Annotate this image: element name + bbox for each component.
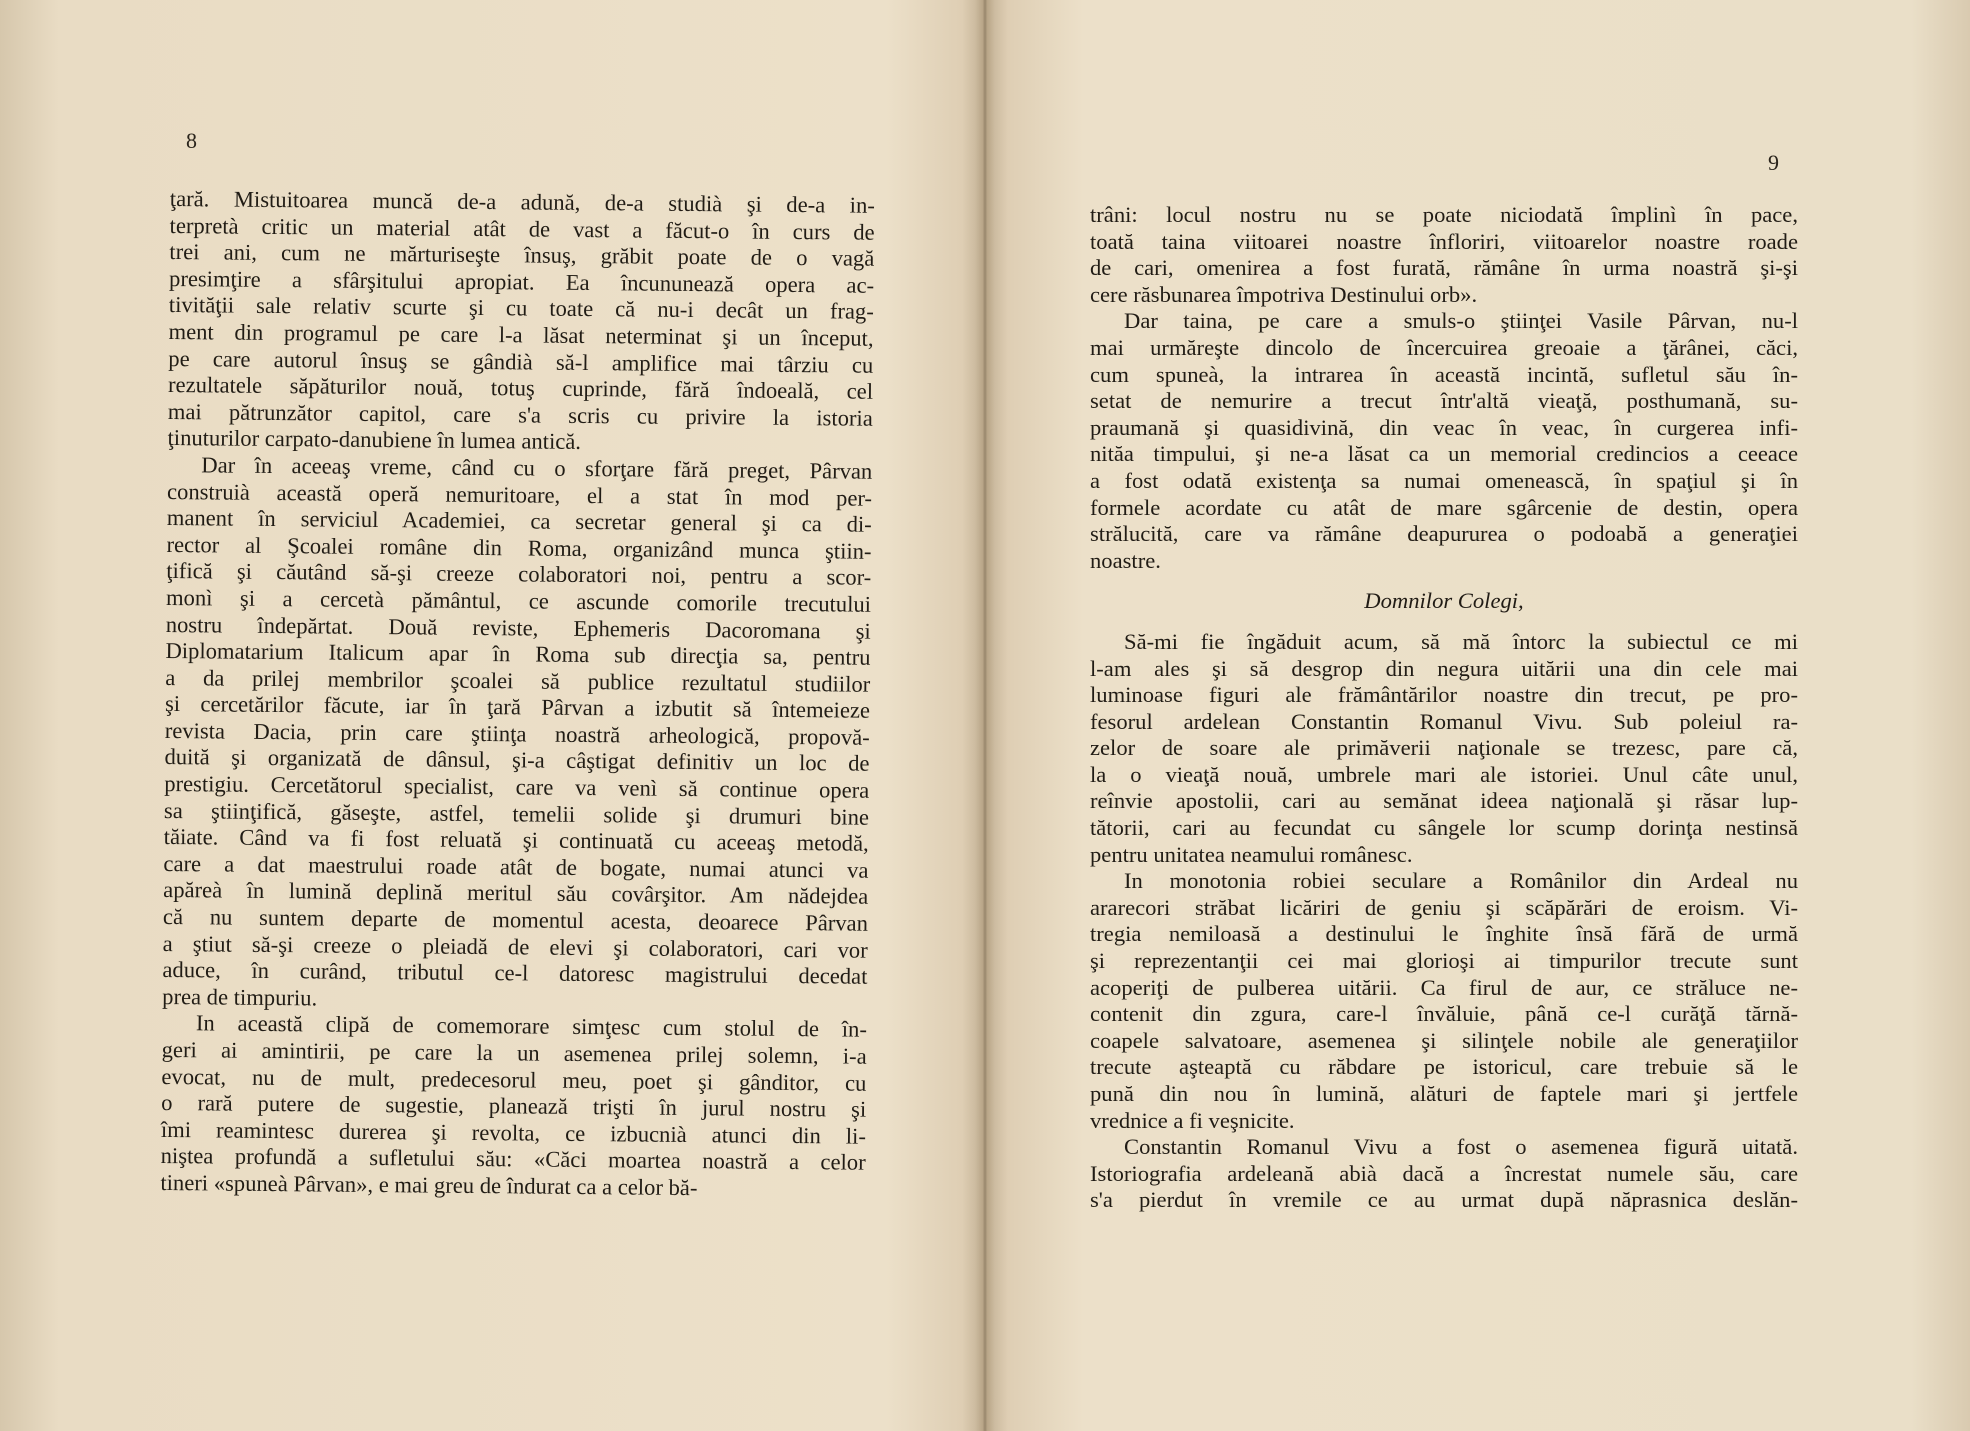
text-line: Să-mi fie îngăduit acum, să mă întorc la subiectul ce mi xyxy=(1124,628,1798,654)
text-line: la o vieaţă nouă, umbrele mari ale istoriei. Unul câte unul, xyxy=(1090,761,1798,787)
text-line: care a dat maestrului roade atât de bogate, numai atunci va xyxy=(163,850,869,883)
section-heading: Domnilor Colegi, xyxy=(1364,588,1524,614)
text-line: că nu suntem departe de momentul acesta, deoarece Pârvan xyxy=(162,903,869,936)
text-line: geri ai amintirii, pe care la un asemenea prilej solemn, i-a xyxy=(161,1036,867,1069)
text-line: Constantin Romanul Vivu a fost o asemenea figură uitată. xyxy=(1124,1134,1798,1160)
text-line: tregia nemiloasă a destinului le înghite însă fără de urmă xyxy=(1090,921,1798,947)
text-line: presimţire a sfârşitului apropiat. Ea încununează opera ac- xyxy=(168,265,875,298)
text-line: Istoriografia ardeleană abià dacă a încrestat numele său, care xyxy=(1090,1160,1798,1186)
right-page-text xyxy=(1090,202,1798,1214)
text-line: tineri «spuneà Pârvan», e mai greu de îndurat ca a celor bă- xyxy=(160,1169,698,1201)
text-line: niştea profundă a sufletului său: «Căci moartea noastră a celor xyxy=(160,1143,866,1176)
text-line: Diplomatarium Italicum apar în Roma sub direcţia sa, pentru xyxy=(165,638,871,670)
text-line: de cari, omenirea a fost furată, rămâne în urma noastră şi-şi xyxy=(1090,255,1798,281)
text-line: setat de nemurire a trecut într'altă vieaţă, posthumană, su- xyxy=(1090,388,1798,414)
text-line: s'a pierdut în vremile ce au urmat după năprasnica deslăn- xyxy=(1090,1187,1798,1213)
text-line: acoperiţi de pulberea uitării. Ca firul de aur, ce străluce ne- xyxy=(1090,974,1798,1000)
text-line: şi reprezentanţii cei mai glorioşi ai timpurilor trecute sunt xyxy=(1090,948,1798,974)
text-line: revista Dacia, prin care ştiinţa noastră arheologică, propovă- xyxy=(164,717,870,750)
text-line: pună din nou în lumină, alături de faptele mari şi jertfele xyxy=(1090,1081,1798,1106)
text-line: terpretà critic un material atât de vast a făcut-o în curs de xyxy=(169,212,875,245)
text-line: mai urmăreşte dincolo de încercuirea greoaie a ţărânei, căci, xyxy=(1090,334,1798,360)
text-line: a da prilej membrilor şcoalei să publice rezultatul studiilor xyxy=(165,664,871,697)
text-line: îmi reamintesc durerea şi revolta, ce izbucnià atunci din li- xyxy=(160,1116,867,1149)
text-line: In această clipă de comemorare simţesc cum stolul de în- xyxy=(195,1010,868,1043)
text-line: ţinuturilor carpato-danubiene în lumea antică. xyxy=(167,425,582,455)
text-line: vrednice a fi veşnicite. xyxy=(1090,1107,1295,1133)
text-line: manent în serviciul Academiei, ca secretar general şi ca di- xyxy=(166,505,872,537)
text-line: monì şi a cercetà pământul, ce ascunde comorile trecutului xyxy=(165,584,872,617)
text-line: ţară. Mistuitoarea muncă de-a adună, de-a studià şi de-a in- xyxy=(169,186,875,218)
text-line: o rară putere de sugestie, planează trişti în jurul nostru şi xyxy=(161,1090,867,1122)
text-line: trâni: locul nostru nu se poate niciodată împlinì în pace, xyxy=(1090,202,1798,227)
text-line: Dar taina, pe care a smuls-o ştiinţei Vasile Pârvan, nu-l xyxy=(1124,308,1798,334)
text-line: a fost odată existenţa sa numai omenească, în spaţiul şi în xyxy=(1090,467,1798,493)
page-number: 8 xyxy=(186,128,197,153)
text-line: formele acordate cu atât de mare sgârcenie de destin, opera xyxy=(1090,494,1798,520)
text-line: apăreà în lumină deplină meritul său covârşitor. Am nădejdea xyxy=(163,877,869,910)
left-page-text xyxy=(160,186,875,1203)
text-line: pentru unitatea neamului românesc. xyxy=(1090,841,1413,867)
text-line: tătorii, cari au fecundat cu sângele lor scump dorinţa nestinsă xyxy=(1090,815,1798,841)
text-line: mai pătrunzător capitol, care s'a scris cu privire la istoria xyxy=(167,398,873,431)
text-line: rector al Şcoalei române din Roma, organizând munca ştiin- xyxy=(166,531,872,564)
text-line: fesorul ardelean Constantin Romanul Vivu. Sub poleiul ra- xyxy=(1090,708,1798,734)
text-line: zelor de soare ale primăverii naţionale se trezesc, pare că, xyxy=(1090,735,1798,761)
right-page xyxy=(990,0,1970,1431)
text-line: duită şi organizată de dânsul, şi-a câştigat definitiv un loc de xyxy=(164,744,870,777)
text-line: a ştiut să-şi creeze o pleiadă de elevi şi colaboratori, cari vor xyxy=(162,930,868,963)
text-line: ararecori străbat licăriri de geniu şi scăpărări de eroism. Vi- xyxy=(1090,894,1798,920)
text-line: strălucită, care va rămâne deapururea o podoabă a generaţiei xyxy=(1090,521,1798,547)
text-line: trei ani, cum ne mărturiseşte însuş, grăbit poate de o vagă xyxy=(169,239,875,271)
text-line: rezultatele săpăturilor nouă, totuş cuprinde, fără îndoeală, cel xyxy=(167,372,874,404)
page-number: 9 xyxy=(1768,150,1779,175)
text-line: şi cercetărilor făcute, iar în ţară Pârvan a izbutit să întemeieze xyxy=(164,691,871,724)
text-line: cere răsbunarea împotriva Destinului orb». xyxy=(1090,281,1478,307)
text-line: toată taina viitoarei noastre înfloriri, viitoarelor noastre roade xyxy=(1090,228,1798,254)
text-line: contenit din zgura, care-l învăluie, până ce-l curăţă tărnă- xyxy=(1090,1001,1798,1027)
right-page-paragraphs-before-heading xyxy=(1090,202,1798,574)
text-line: coapele salvatoare, asemenea şi silinţele nobile ale generaţiilor xyxy=(1090,1027,1798,1053)
text-line: tăiate. Când va fi fost reluată şi continuată cu aceeaş metodă, xyxy=(163,824,869,856)
text-line: nostru îndepărtat. Două reviste, Ephemeris Dacoromana şi xyxy=(165,611,871,644)
text-line: prea de timpuriu. xyxy=(162,983,318,1011)
text-line: pe care autorul însuş se gândià să-l amplifice mai târziu cu xyxy=(168,345,874,378)
text-line: ment din programul pe care l-a lăsat neterminat şi un început, xyxy=(168,318,874,351)
text-line: sa ştiinţifică, găseşte, astfel, temelii solide şi drumuri bine xyxy=(163,797,870,830)
text-line: praumană şi quasidivină, din veac în veac, în curgerea infi- xyxy=(1090,414,1798,440)
text-line: aduce, în curând, tributul ce-l datoresc magistrului decedat xyxy=(162,957,868,989)
right-page-paragraphs-after-heading xyxy=(1090,629,1798,1214)
text-line: evocat, nu de mult, predecesorul meu, poet şi gânditor, cu xyxy=(161,1063,867,1096)
text-line: luminoase figuri ale frământărilor noastre din trecut, pe pro- xyxy=(1090,682,1798,708)
text-line: noastre. xyxy=(1090,547,1161,573)
left-page xyxy=(0,0,980,1431)
text-line: prestigiu. Cercetătorul specialist, care va venì să continue opera xyxy=(164,771,870,803)
text-line: In monotonia robiei seculare a Românilor din Ardeal nu xyxy=(1124,868,1798,894)
text-line: ţifică şi căutând să-şi creeze colaboratori noi, pentru a scor- xyxy=(166,558,872,591)
text-line: nităa timpului, şi ne-a lăsat ca un memorial credincios a ceeace xyxy=(1090,441,1798,467)
text-line: tivităţii sale relativ scurte şi cu toate că nu-i decât un frag- xyxy=(168,292,874,325)
text-line: cum spuneà, la intrarea în această incintă, sufletul său în- xyxy=(1090,361,1798,387)
text-line: l-am ales şi să desgrop din negura uitării una din cele mai xyxy=(1090,655,1798,681)
text-line: Dar în aceeaş vreme, când cu o sforţare fără preget, Pârvan xyxy=(201,452,873,484)
text-line: reînvie apostolii, cari au semănat ideea naţională şi răsar lup- xyxy=(1090,788,1798,814)
text-line: trecute aşteaptă cu răbdare pe istoricul, care trebuie să le xyxy=(1090,1054,1798,1080)
text-line: construià această operă nemuritoare, el a stat în mod per- xyxy=(166,478,873,511)
